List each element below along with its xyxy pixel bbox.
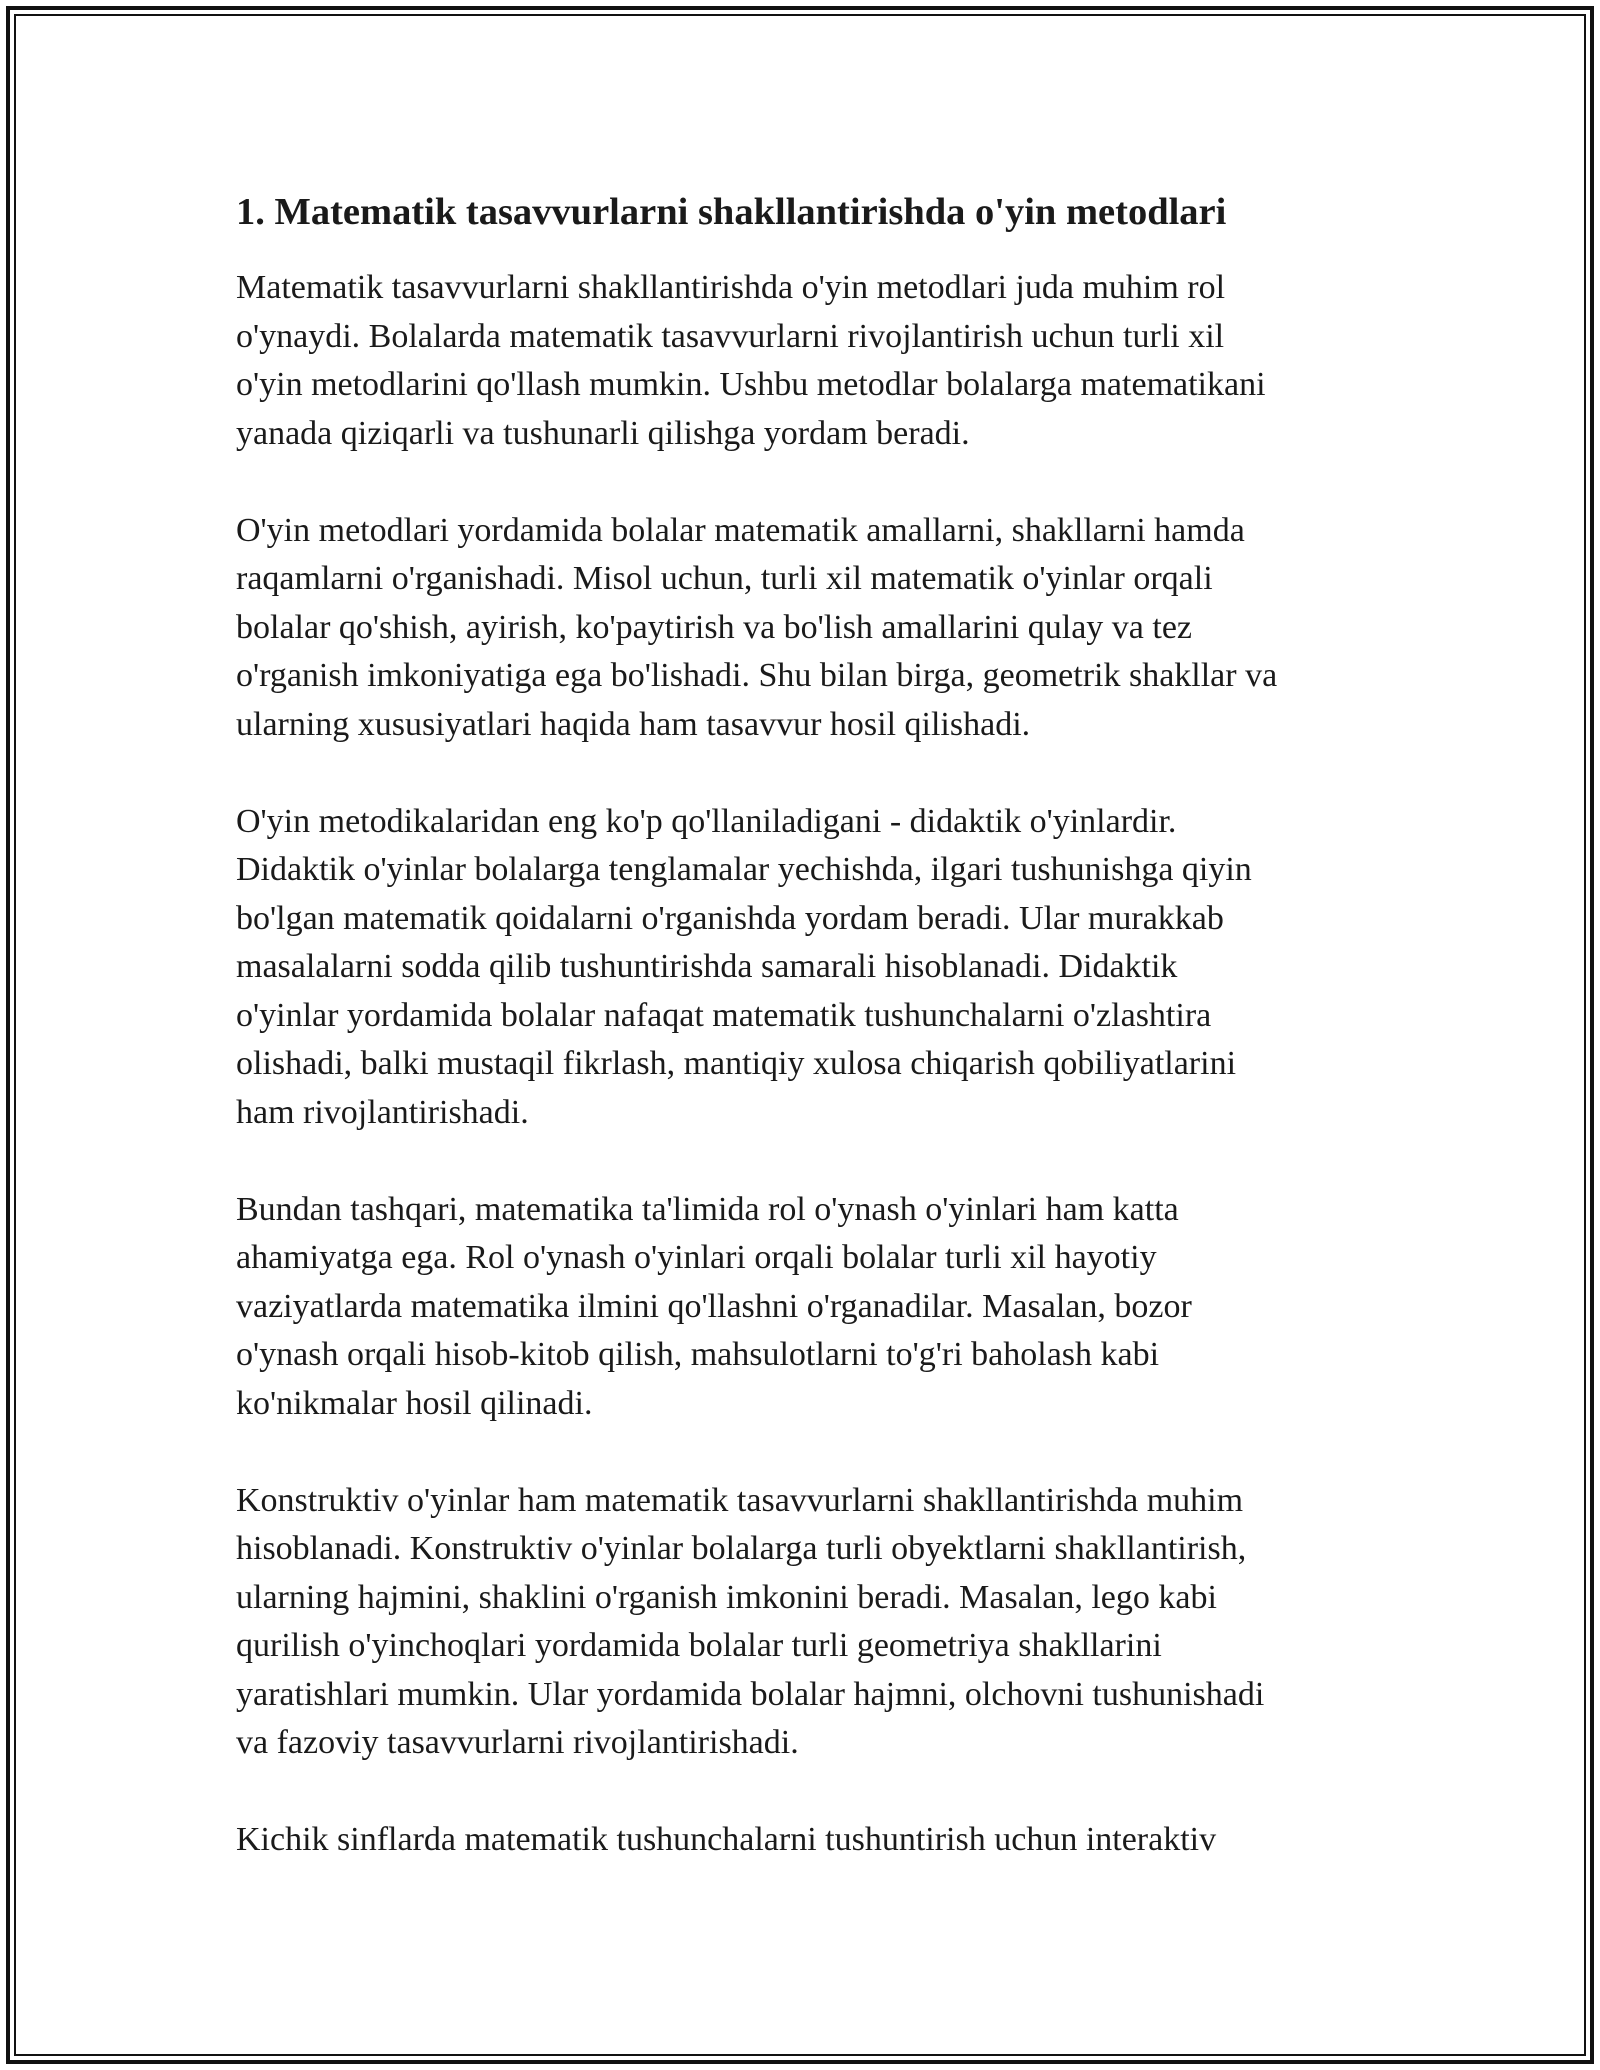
text-line: vaziyatlarda matematika ilmini qo'llashni o'rganadilar. Masalan, bozor bbox=[236, 1287, 1192, 1325]
paragraph bbox=[236, 1816, 1386, 1865]
text-line: Konstruktiv o'yinlar ham matematik tasavvurlarni shakllantirishda muhim bbox=[236, 1481, 1244, 1519]
text-line: yanada qiziqarli va tushunarli qilishga yordam beradi. bbox=[236, 414, 970, 452]
text-line: va fazoviy tasavvurlarni rivojlantirishadi. bbox=[236, 1724, 799, 1761]
text-line: O'yin metodlari yordamida bolalar matematik amallarni, shakllarni hamda bbox=[236, 511, 1245, 549]
text-line: olishadi, balki mustaqil fikrlash, mantiqiy xulosa chiqarish qobiliyatlarini bbox=[236, 1045, 1237, 1082]
text-line: Bundan tashqari, matematika ta'limida rol o'ynash o'yinlari ham katta bbox=[236, 1190, 1179, 1228]
text-line: qurilish o'yinchoqlari yordamida bolalar turli geometriya shakllarini bbox=[236, 1627, 1162, 1664]
paragraph bbox=[236, 798, 1386, 1138]
text-line: ahamiyatga ega. Rol o'ynash o'yinlari orqali bolalar turli xil hayotiy bbox=[236, 1239, 1157, 1276]
text-line: Didaktik o'yinlar bolalarga tenglamalar yechishda, ilgari tushunishga qiyin bbox=[236, 851, 1252, 888]
text-line: o'ynaydi. Bolalarda matematik tasavvurlarni rivojlantirish uchun turli xil bbox=[236, 317, 1225, 355]
text-line: o'yinlar yordamida bolalar nafaqat matematik tushunchalarni o'zlashtira bbox=[236, 996, 1212, 1034]
text-line: bo'lgan matematik qoidalarni o'rganishda yordam beradi. Ular murakkab bbox=[236, 899, 1224, 937]
text-line: hisoblanadi. Konstruktiv o'yinlar bolalarga turli obyektlarni shakllantirish, bbox=[236, 1530, 1247, 1567]
text-line: raqamlarni o'rganishadi. Misol uchun, turli xil matematik o'yinlar orqali bbox=[236, 560, 1213, 597]
text-line: o'yin metodlarini qo'llash mumkin. Ushbu metodlar bolalarga matematikani bbox=[236, 366, 1266, 403]
text-line: masalalarni sodda qilib tushuntirishda samarali hisoblanadi. Didaktik bbox=[236, 948, 1178, 985]
text-line: o'rganish imkoniyatiga ega bo'lishadi. Shu bilan birga, geometrik shakllar va bbox=[236, 657, 1278, 694]
text-line: Matematik tasavvurlarni shakllantirishda o'yin metodlari juda muhim rol bbox=[236, 269, 1226, 306]
section-heading: 1. Matematik tasavvurlarni shakllantirishda o'yin metodlari bbox=[236, 191, 1227, 233]
text-line: ham rivojlantirishadi. bbox=[236, 1093, 529, 1131]
text-line: yaratishlari mumkin. Ular yordamida bolalar hajmni, olchovni tushunishadi bbox=[236, 1675, 1265, 1713]
text-line: ko'nikmalar hosil qilinadi. bbox=[236, 1384, 593, 1422]
text-line: bolalar qo'shish, ayirish, ko'paytirish va bo'lish amallarini qulay va tez bbox=[236, 608, 1193, 646]
text-line: ularning hajmini, shaklini o'rganish imkonini beradi. Masalan, lego kabi bbox=[236, 1578, 1217, 1616]
text-line: Kichik sinflarda matematik tushunchalarni tushuntirish uchun interaktiv bbox=[236, 1821, 1217, 1858]
document-body bbox=[236, 264, 1386, 1865]
paragraph bbox=[236, 507, 1386, 750]
paragraph bbox=[236, 264, 1386, 458]
text-line: o'ynash orqali hisob-kitob qilish, mahsulotlarni to'g'ri baholash kabi bbox=[236, 1336, 1160, 1373]
paragraph bbox=[236, 1186, 1386, 1429]
document-page bbox=[236, 186, 1386, 1913]
paragraph bbox=[236, 1477, 1386, 1768]
text-line: O'yin metodikalaridan eng ko'p qo'llaniladigani - didaktik o'yinlardir. bbox=[236, 802, 1177, 840]
text-line: ularning xususiyatlari haqida ham tasavvur hosil qilishadi. bbox=[236, 705, 1031, 743]
